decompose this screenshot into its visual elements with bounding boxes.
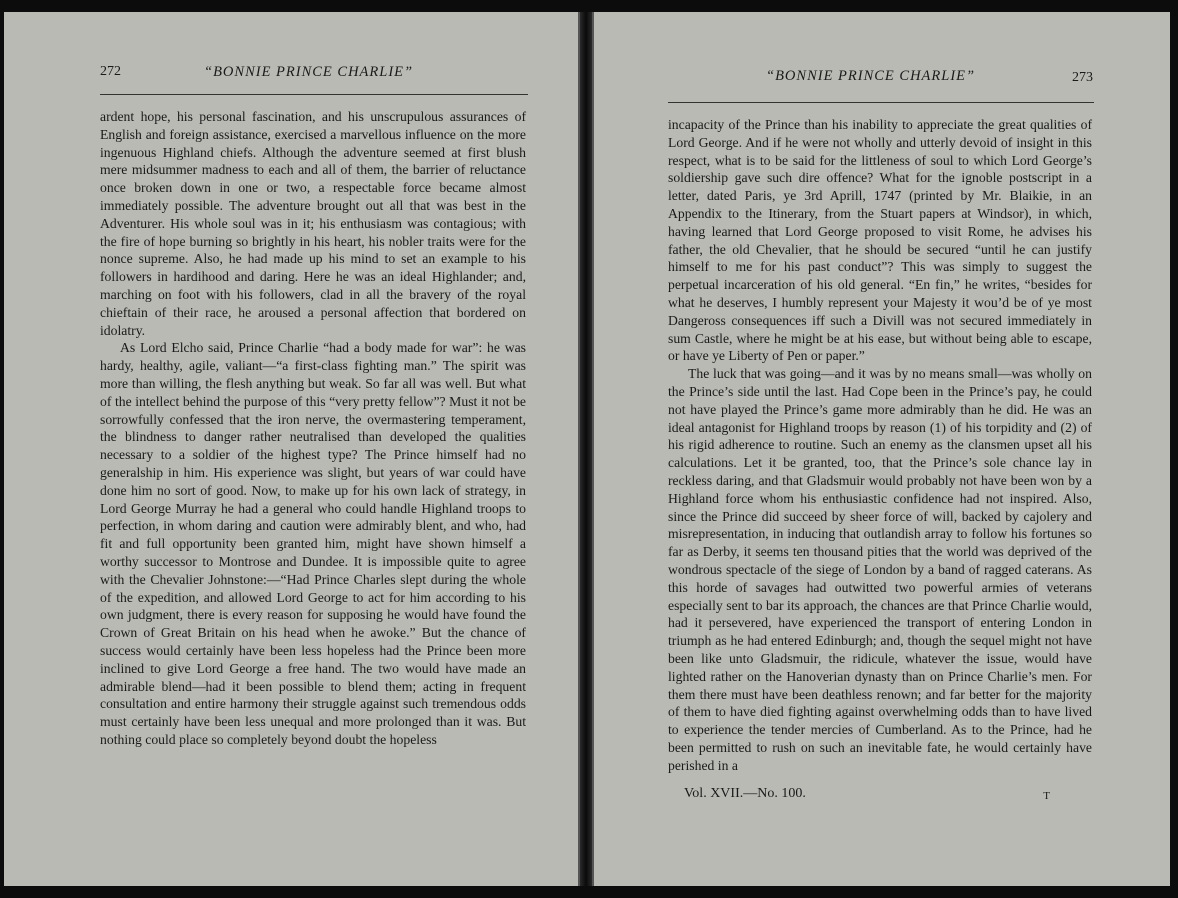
paragraph: incapacity of the Prince than his inability to appreciate the great qualities of Lord George. And if he were not wholly and utterly devoid of insight in this respect, what is to be said for the littleness of soul to which Lord George’s soldiership gave such dire offence? What for the ignoble postscript in a letter, dated Paris, ye 3rd Aprill, 1747 (printed by Mr. Blaikie, in an Appendix to the Itinerary, from the Stuart papers at Windsor), in which, having learned that Lord George proposed to visit Rome, he advises his father, the old Chevalier, that he should be secured “until he can justify himself to me for his past conduct”? This was simply to suggest the perpetual incarceration of his old general. “En fin,” he writes, “besides for what he deserves, I humbly represent your Majesty it wou’d be of ye most Dangeross consequences iff such a Divill was not secured immediately in sum Castle, where he might be at his ease, but without being able to escape, or have ye Liberty of Pen or paper.” (668, 117, 1092, 364)
right-page-header (594, 64, 1170, 92)
running-title: “BONNIE PRINCE CHARLIE” (766, 68, 976, 84)
header-rule (668, 102, 1094, 103)
right-page-body (668, 116, 1092, 774)
paragraph: As Lord Elcho said, Prince Charlie “had a body made for war”: he was hardy, healthy, agile, valiant—“a first-class fighting man.” The spirit was more than willing, the flesh anything but weak. So far all was well. But what of the intellect behind the purpose of this “very pretty fellow”? Must it not be sorrowfully confessed that the iron nerve, the overmastering temperament, the blindness to danger rather neutralised than developed the qualities necessary to a soldier of the highest type? The Prince himself had no generalship in him. His experience was slight, but years of war could have done him no sort of good. Now, to make up for his own lack of strategy, in Lord George Murray he had a general who could handle Highland troops to perfection, in whom daring and caution were admirably blent, and who, had fit and full opportunity been granted him, might have shown himself a worthy successor to Montrose and Dundee. It is impossible quite to agree with the Chevalier Johnstone:—“Had Prince Charles slept during the whole of the expedition, and allowed Lord George to act for him according to his own judgment, there is every reason for supposing he would have found the Crown of Great Britain on his head when he awoke.” But the chance of success would certainly have been less hopeless had the Prince been more inclined to give Lord George a free hand. The two would have made an admirable blend—had it been possible to blend them; acting in frequent consultation and entire harmony their struggle against such tremendous odds must certainly have been less unequal and more prolonged than it was. But nothing could place so completely beyond doubt the hopeless (100, 340, 526, 747)
paragraph: ardent hope, his personal fascination, and his unscrupulous assurances of English and foreign assistance, exercised a marvellous influence on the more ingenuous Highland chiefs. Although the adventure seemed at first blush mere midsummer madness to each and all of them, the barrier of reluctance once broken down in one or two, a respectable force became almost immediately possible. The adventure brought out all that was best in the Adventurer. His whole soul was in it; his enthusiasm was contagious; with the fire of hope burning so brightly in his heart, his nobler traits were for the nonce supreme. Also, he had made up his mind to set an example to his followers in hardihood and daring. Here he was an ideal Highlander; and, marching on foot with his followers, clad in all the bravery of the royal chieftain of their race, he aroused a personal affection that bordered on idolatry. (100, 109, 526, 338)
header-rule (100, 94, 528, 95)
right-page (592, 12, 1170, 886)
signature-mark: T (1043, 790, 1050, 802)
page-number: 273 (1072, 70, 1093, 85)
running-title: “BONNIE PRINCE CHARLIE” (204, 64, 414, 80)
left-page-header (4, 64, 578, 92)
book-gutter (580, 12, 592, 886)
left-page (4, 12, 580, 886)
page-number: 272 (100, 64, 121, 79)
signature-line: Vol. XVII.—No. 100. (684, 786, 806, 801)
paragraph: The luck that was going—and it was by no means small—was wholly on the Prince’s side until the last. Had Cope been in the Prince’s pay, he could not have played the Prince’s game more admirably than he did. He was an ideal antagonist for Highland troops by reason (1) of his torpidity and (2) of his rigid adherence to routine. Such an enemy as the clansmen upset all his calculations. Let it be granted, too, that the Prince’s sole chance lay in reckless daring, and that Gladsmuir would probably not have been won by a Highland force whom his enthusiastic confidence had not inspired. Also, since the Prince did succeed by sheer force of will, backed by cajolery and misrepresentation, in inducing that outlandish array to follow his fortunes so far as Derby, it seems ten thousand pities that the world was deprived of the wondrous spectacle of the siege of London by a band of ragged caterans. As this horde of savages had outwitted two powerful armies of veterans especially sent to bar its approach, the chances are that Prince Charlie would, had it persevered, have experienced the transport of entering London in triumph as he had entered Edinburgh; and, though the sequel might not have been like unto Gladsmuir, the ridicule, whatever the issue, would have lighted rather on the Hanoverian dynasty than on Prince Charlie’s men. For them there must have been deathless renown; and far better for the majority of them to have died fighting against overwhelming odds than to have lived to experience the tender mercies of Cumberland. As to the Prince, had he been permitted to rush on such an inevitable fate, he would certainly have perished in a (668, 366, 1092, 773)
left-page-body (100, 108, 526, 749)
